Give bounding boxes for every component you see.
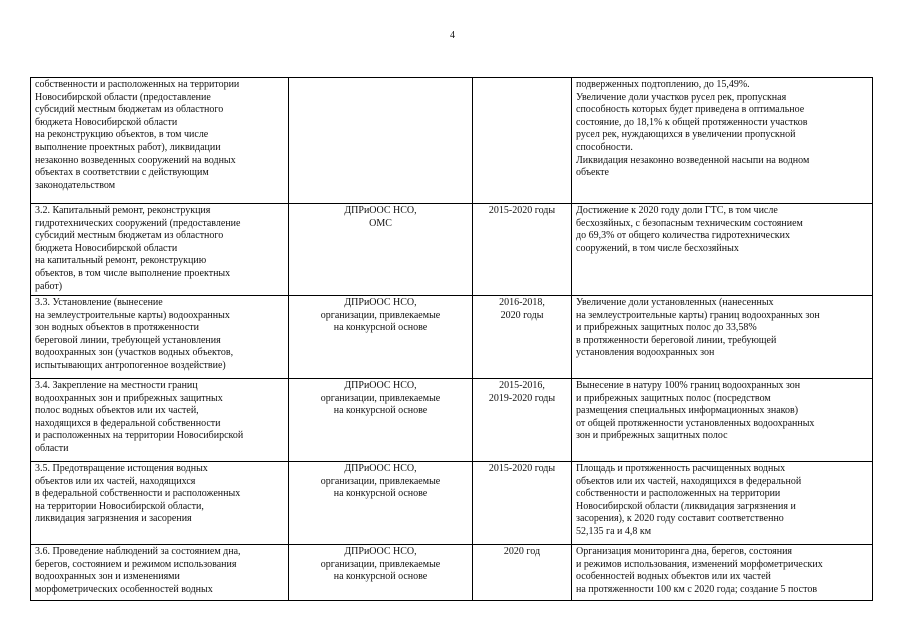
text-line: организации, привлекаемые [320, 392, 441, 404]
text-line: 2015-2016, [499, 380, 545, 391]
executor-cell [289, 204, 473, 296]
text-line: испытывающих антропогенное воздействие) [35, 359, 226, 371]
text-line: Новосибирской области (предоставление [35, 91, 211, 103]
text-line: на конкурсной основе [333, 571, 428, 583]
text-line: состояние, до 18,1% к общей протяженности участков [576, 116, 808, 128]
text-line: работ) [35, 280, 63, 292]
text-line: организации, привлекаемые [320, 558, 441, 570]
page-number: 4 [450, 30, 455, 41]
measure-name-cell [31, 204, 289, 296]
text-line: 3.5. Предотвращение истощения водных [35, 463, 208, 474]
text-line: способность которых будет приведена в оптимальное [576, 104, 805, 116]
text-line: Организация мониторинга дна, берегов, состояния [576, 546, 793, 557]
text-line: на конкурсной основе [333, 488, 428, 500]
text-line: и прибрежных защитных полос (посредством [576, 392, 771, 404]
text-line: бюджета Новосибирской области [35, 242, 178, 254]
text-line: установления водоохранных зон [576, 347, 715, 359]
text-line: объектов или их частей, находящихся [35, 475, 196, 487]
text-line: Увеличение доли участков русел рек, пропускная [576, 91, 787, 103]
text-line: 3.6. Проведение наблюдений за состоянием дна, [35, 546, 241, 557]
text-line: находящихся в федеральной собственности [35, 417, 221, 429]
text-line: засорения), к 2020 году составит соответственно [576, 513, 784, 525]
text-line: объекте [576, 167, 609, 179]
text-line: на протяженности 100 км с 2020 года; создание 5 постов [576, 583, 818, 595]
text-line: в протяженности береговой линии, требующей [576, 334, 777, 346]
text-line: ДПРиООС НСО, [344, 205, 417, 216]
text-line: субсидий местным бюджетам из областного [35, 104, 224, 116]
text-line: 52,135 га и 4,8 км [576, 525, 652, 537]
measure-name-cell [31, 296, 289, 379]
period-cell [473, 78, 572, 204]
text-line: собственности и расположенных на территории [576, 488, 781, 500]
text-line: Площадь и протяженность расчищенных водных [576, 463, 786, 474]
expected-result-cell [572, 379, 873, 462]
text-line: Вынесение в натуру 100% границ водоохранных зон [576, 380, 801, 391]
text-line: береговой линии, требующей установления [35, 334, 221, 346]
expected-result-cell [572, 296, 873, 379]
text-line: незаконно возведенных сооружений на водных [35, 154, 236, 166]
text-line: ДПРиООС НСО, [344, 297, 417, 308]
text-line: организации, привлекаемые [320, 309, 441, 321]
text-line: на территории Новосибирской области, [35, 500, 204, 512]
text-line: и расположенных на территории Новосибирской [35, 430, 244, 442]
text-line: водоохранных зон и изменениями [35, 571, 180, 583]
text-line: Достижение к 2020 году доли ГТС, в том числе [576, 205, 778, 216]
expected-result-cell [572, 78, 873, 204]
measures-table [30, 77, 873, 601]
text-line: морфометрических особенностей водных [35, 583, 213, 595]
text-line: 2015-2020 годы [488, 463, 556, 474]
table-row [31, 78, 873, 204]
period-cell [473, 462, 572, 545]
text-line: 3.3. Установление (вынесение [35, 297, 163, 308]
text-line: особенностей водных объектов или их частей [576, 571, 771, 583]
expected-result-cell [572, 204, 873, 296]
text-line: берегов, состоянием и режимом использования [35, 558, 237, 570]
text-line: русел рек, нуждающихся в увеличении пропускной [576, 129, 796, 141]
measure-name-cell [31, 462, 289, 545]
text-line: в федеральной собственности и расположенных [35, 488, 241, 500]
table-row [31, 379, 873, 462]
text-line: 2016-2018, [499, 297, 545, 308]
text-line: 2019-2020 годы [488, 392, 556, 404]
text-line: законодательством [35, 179, 116, 191]
text-line: объектов, в том числе выполнение проектных [35, 267, 231, 279]
text-line: на капитальный ремонт, реконструкцию [35, 255, 207, 267]
text-line: бесхозяйных, с безопасным техническим состоянием [576, 217, 803, 229]
text-line: ДПРиООС НСО, [344, 380, 417, 391]
table-row [31, 204, 873, 296]
text-line: 2015-2020 годы [488, 205, 556, 216]
text-line: 3.2. Капитальный ремонт, реконструкция [35, 205, 211, 216]
text-line: зон и прибрежных защитных полос [576, 430, 728, 442]
period-cell [473, 379, 572, 462]
text-line: полос водных объектов или их частей, [35, 405, 199, 417]
period-cell [473, 296, 572, 379]
text-line: Новосибирской области (ликвидация загрязнения и [576, 500, 796, 512]
text-line: водоохранных зон и прибрежных защитных [35, 392, 223, 404]
text-line: Ликвидация незаконно возведенной насыпи на водном [576, 154, 810, 166]
table-row [31, 462, 873, 545]
text-line: ОМС [369, 217, 392, 229]
text-line: на землеустроительные карты) водоохранных [35, 309, 230, 321]
text-line: на конкурсной основе [333, 322, 428, 334]
text-line: гидротехнических сооружений (предоставление [35, 217, 241, 229]
text-line: ликвидация загрязнения и засорения [35, 513, 192, 525]
table-row [31, 545, 873, 601]
period-cell [473, 204, 572, 296]
executor-cell [289, 379, 473, 462]
table-row [31, 296, 873, 379]
executor-cell [289, 462, 473, 545]
text-line: на конкурсной основе [333, 405, 428, 417]
text-line: 2020 год [503, 546, 541, 557]
text-line: организации, привлекаемые [320, 475, 441, 487]
text-line: выполнение проектных работ), ликвидации [35, 141, 221, 153]
text-line: 3.4. Закрепление на местности границ [35, 380, 198, 391]
measure-name-cell [31, 545, 289, 601]
text-line: способности. [576, 141, 633, 153]
executor-cell [289, 296, 473, 379]
measure-name-cell [31, 78, 289, 204]
text-line: сооружений, в том числе бесхозяйных [576, 242, 739, 254]
text-line: объектов или их частей, находящихся в федеральной [576, 475, 802, 487]
text-line: водоохранных зон (участков водных объектов, [35, 347, 234, 359]
text-line: подверженных подтоплению, до 15,49%. [576, 79, 750, 90]
text-line: зон водных объектов в протяженности [35, 322, 200, 334]
text-line: бюджета Новосибирской области [35, 116, 178, 128]
text-line: ДПРиООС НСО, [344, 463, 417, 474]
text-line: на землеустроительные карты) границ водоохранных зон [576, 309, 820, 321]
text-line: 2020 годы [500, 309, 544, 321]
executor-cell [289, 78, 473, 204]
text-line: области [35, 442, 69, 454]
text-line: собственности и расположенных на территории [35, 79, 240, 90]
measure-name-cell [31, 379, 289, 462]
text-line: размещения специальных информационных знаков) [576, 405, 799, 417]
text-line: ДПРиООС НСО, [344, 546, 417, 557]
text-line: и режимов использования, изменений морфометрических [576, 558, 823, 570]
text-line: на реконструкцию объектов, в том числе [35, 129, 209, 141]
period-cell [473, 545, 572, 601]
text-line: субсидий местным бюджетам из областного [35, 230, 224, 242]
expected-result-cell [572, 545, 873, 601]
text-line: и прибрежных защитных полос до 33,58% [576, 322, 757, 334]
expected-result-cell [572, 462, 873, 545]
text-line: от общей протяженности установленных водоохранных [576, 417, 815, 429]
text-line: Увеличение доли установленных (нанесенных [576, 297, 774, 308]
text-line: до 69,3% от общего количества гидротехнических [576, 230, 791, 242]
executor-cell [289, 545, 473, 601]
text-line: объектах в соответствии с действующим [35, 167, 209, 179]
